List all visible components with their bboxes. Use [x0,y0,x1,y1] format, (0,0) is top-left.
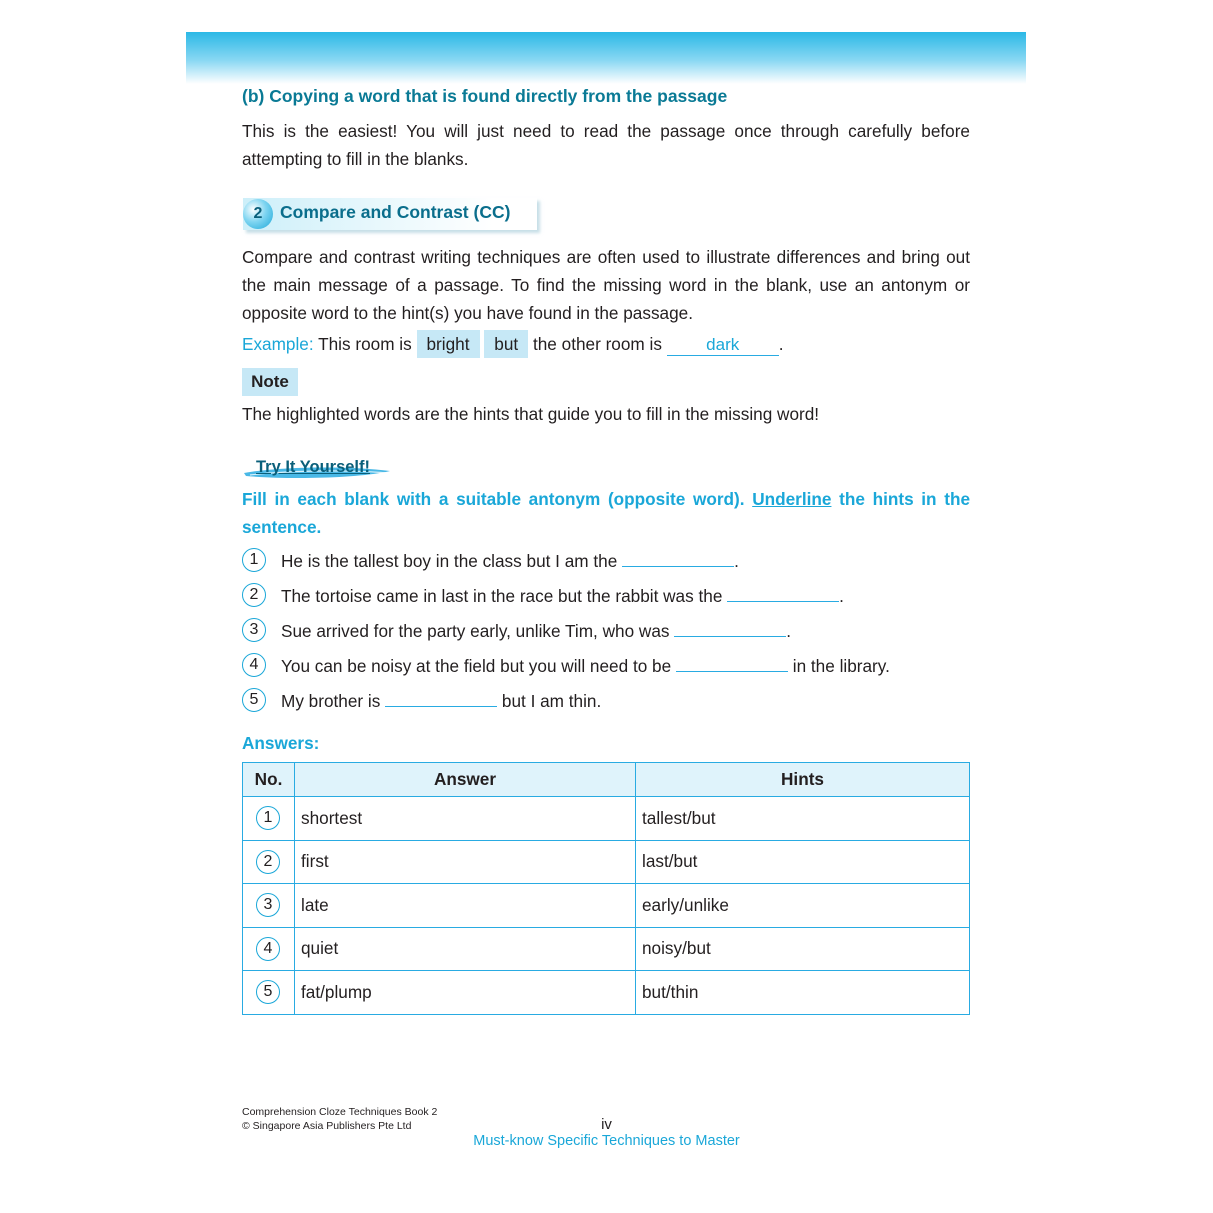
try-it-yourself-text: Try It Yourself! [256,458,371,476]
row-number: 5 [256,980,280,1004]
row-number: 4 [256,937,280,961]
section-2-text: Compare and contrast writing techniques are often used to illustrate differences and bring out the main message of a passage. To find the missing word in the blank, use an antonym or opposite word to the hint(s) you have found in the passage. [242,247,970,323]
question-text: My brother is [281,691,381,711]
row-number: 1 [256,806,280,830]
example-answer: dark [667,335,779,356]
question-number: 4 [242,653,266,677]
column-header-hints: Hints [636,763,970,797]
question-number: 1 [242,548,266,572]
hints-cell: but/thin [636,971,970,1015]
header-band [186,32,1026,84]
question-2 [242,583,844,609]
footer-chapter-title: Must-know Specific Techniques to Master [473,1133,740,1149]
column-header-no: No. [243,763,295,797]
table-row [243,884,970,928]
question-end: . [734,551,739,571]
question-number: 3 [242,618,266,642]
example-hint-1: bright [417,330,480,358]
answer-cell: first [295,840,636,884]
question-number: 2 [242,583,266,607]
question-end: but I am thin. [501,691,602,711]
example-label: Example: [242,334,314,354]
footer-book-title: Comprehension Cloze Techniques Book 2 [242,1106,438,1118]
section-2-number: 2 [243,199,273,229]
section-b-heading: (b) Copying a word that is found directly from the passage [242,86,728,106]
question-text: He is the tallest boy in the class but I am the [281,551,618,571]
answers-heading: Answers: [242,733,320,753]
try-it-yourself-label [242,456,392,482]
footer-copyright: © Singapore Asia Publishers Pte Ltd [242,1120,412,1132]
page-number: iv [601,1116,612,1133]
answer-cell: fat/plump [295,971,636,1015]
example-line [242,334,784,356]
answer-blank[interactable] [727,585,839,602]
question-end: . [786,621,792,641]
example-after: the other room is [532,334,662,354]
table-row [243,840,970,884]
hints-cell: early/unlike [636,884,970,928]
example-before: This room is [318,334,412,354]
answer-blank[interactable] [676,655,788,672]
question-5 [242,688,602,714]
question-text: You can be noisy at the field but you will need to be [281,656,672,676]
hints-cell: last/but [636,840,970,884]
section-b-text: This is the easiest! You will just need to read the passage once through carefully before attempting to fill in the blanks. [242,121,970,169]
table-row [243,971,970,1015]
question-end: . [839,586,844,606]
hints-cell: tallest/but [636,797,970,841]
question-text: The tortoise came in last in the race but the rabbit was the [281,586,723,606]
instruction-part-2: the hints in the sentence. [242,489,971,537]
instruction-underline: Underline [752,489,832,509]
answer-cell: shortest [295,797,636,841]
example-hint-2: but [484,330,528,358]
note-label: Note [242,368,298,396]
table-row [243,797,970,841]
table-row [243,927,970,971]
answer-cell: late [295,884,636,928]
question-number: 5 [242,688,266,712]
exercise-instruction [242,485,970,541]
instruction-part-1: Fill in each blank with a suitable antonym (opposite word). [242,489,745,509]
question-1 [242,548,739,574]
answer-cell: quiet [295,927,636,971]
section-2-title: Compare and Contrast (CC) [280,202,511,222]
question-3 [242,618,792,644]
question-4 [242,653,890,679]
hints-cell: noisy/but [636,927,970,971]
answer-blank[interactable] [385,690,497,707]
row-number: 3 [256,893,280,917]
question-text: Sue arrived for the party early, unlike Tim, who was [281,621,670,641]
table-header-row [243,763,970,797]
column-header-answer: Answer [295,763,636,797]
answers-table [242,762,970,1015]
question-end: in the library. [792,656,890,676]
answer-blank[interactable] [622,550,734,567]
example-end: . [778,334,784,354]
note-text: The highlighted words are the hints that guide you to fill in the missing word! [242,404,820,424]
row-number: 2 [256,850,280,874]
answer-blank[interactable] [674,620,786,637]
